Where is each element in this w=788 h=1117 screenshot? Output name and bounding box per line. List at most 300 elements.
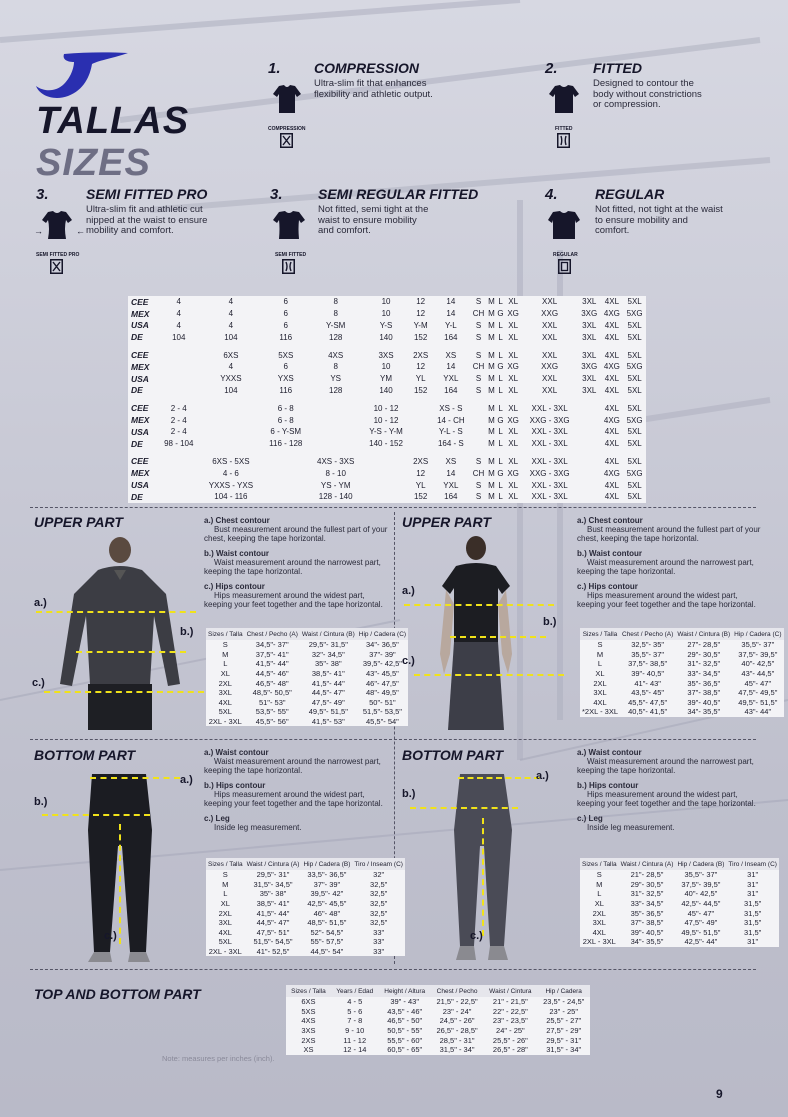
measure-cell: 43"- 44" (744, 707, 772, 717)
measure-cell: 32,5" (370, 889, 388, 899)
title-tallas: TALLAS (36, 100, 190, 142)
size-cell: 3XL (218, 688, 232, 698)
measure-cell: 32,5" (370, 908, 388, 918)
label-a: a.) (536, 770, 549, 782)
measure-cell: 31,5" (744, 927, 762, 937)
size-cell: 4 (176, 309, 181, 319)
size-cell: XXL (542, 332, 558, 342)
note-text: Waist measurement around the narrowest part, keeping the tape horizontal. (204, 757, 381, 775)
measure-cell: 33" (373, 937, 385, 947)
label-b: b.) (543, 616, 557, 628)
table-row (286, 1045, 590, 1055)
measure-cell: 42,5"- 44,5" (681, 899, 721, 909)
size-cell: 104 (224, 385, 238, 395)
standard-label: USA (131, 373, 149, 384)
fit-description: Not fitted, semi tight at the waist to ensure mobility and comfort. (318, 204, 429, 236)
conversion-row (128, 331, 646, 343)
size-cell: XL (508, 297, 519, 307)
size-cell: 2XL (593, 678, 607, 688)
size-cell: XS - S (439, 403, 463, 413)
fit-description: Ultra-slim fit and athletic cut nipped at the waist to ensure mobility and comfort. (86, 204, 208, 236)
fitted-symbol-icon (557, 133, 570, 148)
size-cell: XXL - 3XL (531, 492, 568, 502)
size-cell: S (475, 332, 482, 342)
size-cell: 4XS (328, 350, 344, 360)
size-cell: 4XL (604, 297, 620, 307)
column-header: Height / Altura (379, 985, 431, 997)
fit-description: Designed to contour the body without constrictions or compression. (593, 78, 702, 110)
table-header-row (286, 985, 590, 997)
measure-cell: 41,5"- 44" (255, 659, 289, 669)
measure-cell: 49,5"- 51,5" (738, 697, 778, 707)
size-cell: 12 (416, 309, 426, 319)
measure-cell: 50,5" - 55" (387, 1026, 423, 1036)
size-cell: 2XL (218, 908, 232, 918)
measure-cell: 39" - 43" (390, 997, 420, 1007)
measure-cell: 27,5" - 29" (546, 1026, 582, 1036)
measure-cell: 37,5"- 39,5" (738, 649, 778, 659)
size-cell: S (222, 870, 228, 880)
table-row (206, 880, 405, 890)
measure-cell: 46"- 48" (313, 908, 341, 918)
size-cell: 4 (228, 309, 234, 319)
size-cell (262, 491, 309, 503)
measure-cell: 43,5"- 45" (631, 688, 665, 698)
size-cell: 98 - 104 (164, 439, 194, 449)
size-cell: XXG (541, 362, 559, 372)
section-title-top-bottom: TOP AND BOTTOM PART (34, 986, 201, 1002)
size-cell: 4XG (603, 362, 620, 372)
size-cell: 14 (446, 297, 456, 307)
label-c: c.) (470, 930, 483, 942)
standard-label: USA (131, 320, 149, 331)
size-cell (309, 426, 362, 438)
size-cell: 5XG (626, 362, 643, 372)
size-cell: XL (220, 669, 230, 679)
size-cell: 4XL (604, 480, 620, 490)
size-cell: L (498, 439, 503, 449)
size-cell: Y-L (444, 320, 457, 330)
note-text: Inside leg measurement. (214, 823, 302, 832)
note-text: Hips measurement around the widest part, keeping your feet together and the tape horizontal. (577, 591, 756, 609)
note-text: Bust measurement around the fullest part of your chest, keeping the tape horizontal. (577, 525, 761, 543)
bottom-women-table (580, 858, 779, 947)
size-cell: 4XG (603, 415, 620, 425)
measure-cell: 39"- 40,5" (631, 669, 665, 679)
label-c: c.) (402, 655, 415, 667)
size-cell: M (488, 427, 495, 437)
fit-compression (268, 60, 468, 160)
size-cell: 104 (172, 332, 186, 342)
measure-cell: 47,5"- 49,5" (738, 688, 778, 698)
size-cell: 3XS (301, 1026, 316, 1036)
size-cell: 4XS - 3XS (317, 456, 355, 466)
table-row (206, 659, 408, 669)
measure-cell: 43,5" - 46" (387, 1006, 423, 1016)
conversion-row (128, 385, 646, 397)
measure-cell: 32,5" (370, 918, 388, 928)
size-cell: M (488, 480, 495, 490)
size-cell: 2 - 4 (170, 403, 187, 413)
table-row (580, 928, 779, 938)
table-row (580, 880, 779, 890)
table-row (580, 688, 784, 698)
table-row (206, 908, 405, 918)
size-cell: YS - YM (320, 480, 351, 490)
size-cell: 10 (381, 309, 391, 319)
size-cell (578, 491, 601, 503)
standard-label: DE (131, 385, 143, 396)
measure-cell: 42,5"- 44" (684, 937, 718, 947)
compression-symbol-icon (280, 133, 293, 148)
size-cell: XXL (542, 297, 558, 307)
label-a: a.) (180, 774, 193, 786)
fit-description: Not fitted, not tight at the waist to ensure mobility and comfort. (595, 204, 723, 236)
note-text: Hips measurement around the widest part, keeping your feet together and the tape horizontal. (204, 790, 383, 808)
table-row (580, 640, 784, 650)
standard-label: MEX (131, 415, 150, 426)
column-header: Chest / Pecho (A) (620, 628, 675, 640)
fit-label: SEMI FITTED PRO (36, 252, 80, 258)
measure-cell: 43"- 44,5" (741, 669, 775, 679)
conversion-row (128, 296, 646, 308)
size-cell: M (488, 350, 495, 360)
measure-cell: 31" (747, 870, 759, 880)
size-cell: 14 (446, 309, 456, 319)
size-cell: 6 - 8 (277, 403, 294, 413)
size-cell: 116 (279, 385, 293, 395)
size-cell: 2 - 4 (170, 415, 187, 425)
conversion-row (128, 479, 646, 491)
measure-cell: 48"- 49,5" (365, 688, 399, 698)
size-cell: 128 (329, 332, 343, 342)
measure-cell: 23,5" - 24,5" (543, 997, 585, 1007)
size-cell: 4 (228, 297, 234, 307)
table-header-row (580, 858, 779, 870)
table-row (206, 707, 408, 717)
size-cell: 6XS - 5XS (212, 456, 250, 466)
conversion-row (128, 373, 646, 385)
size-cell: 14 (446, 468, 456, 478)
hips-measure-line (414, 674, 564, 676)
size-cell: G (497, 362, 504, 372)
measure-cell: 23" - 25" (549, 1006, 579, 1016)
size-cell: 164 (444, 332, 458, 342)
size-cell: 5XL (627, 456, 642, 466)
size-cell: 2XL - 3XL (208, 717, 242, 727)
measure-cell: 43"- 45,5" (365, 669, 399, 679)
column-header: Hip / Cadera (B) (675, 858, 726, 870)
size-cell: Y-L - S (438, 427, 463, 437)
measure-cell: 45,5"- 47,5" (628, 697, 668, 707)
size-cell: 6 - Y-SM (270, 427, 302, 437)
size-cell: M (488, 362, 495, 372)
size-cell: YS (330, 374, 342, 384)
size-cell: 10 - 12 (373, 415, 399, 425)
measure-cell: 32" (373, 870, 385, 880)
fit-name: FITTED (593, 60, 642, 76)
measure-cell: 41,5"- 53" (311, 717, 345, 727)
measure-cell: 22" - 22,5" (492, 1006, 528, 1016)
size-cell: 140 (379, 332, 393, 342)
label-c: c.) (32, 677, 45, 689)
table-row (286, 1026, 590, 1036)
measure-cell: 40"- 42,5" (741, 659, 775, 669)
title-sizes: SIZES (36, 142, 151, 184)
measure-cell: 5 - 6 (347, 1006, 363, 1016)
measure-cell: 29"- 30,5" (630, 879, 664, 889)
size-cell: 4XL (218, 697, 232, 707)
size-cell: 4XL (604, 374, 620, 384)
size-cell: YXL (443, 374, 459, 384)
size-cell: 5XG (626, 309, 643, 319)
measure-cell: 32,5"- 35" (631, 640, 665, 650)
size-cell: 3XL (582, 385, 597, 395)
size-cell (200, 402, 263, 414)
size-cell: S (475, 385, 482, 395)
column-header: Tiro / Inseam (C) (726, 858, 779, 870)
measure-cell: 39"- 40,5" (687, 697, 721, 707)
conversion-row (128, 438, 646, 450)
size-cell: 8 - 10 (325, 468, 346, 478)
size-cell: 5XL (627, 297, 642, 307)
fit-label: REGULAR (553, 252, 578, 258)
top-bottom-table (286, 985, 590, 1055)
column-header: Hip / Cadera (C) (732, 628, 783, 640)
size-cell: 12 (416, 362, 426, 372)
table-row (580, 678, 784, 688)
size-cell: XS (445, 456, 457, 466)
upper-men-table (206, 628, 408, 726)
upper-women-notes (577, 516, 767, 615)
size-cell (470, 414, 486, 426)
size-cell (309, 438, 362, 450)
measure-cell: 32"- 34,5" (311, 649, 345, 659)
note-text: Hips measurement around the widest part, keeping your feet together and the tape horizontal. (577, 790, 756, 808)
size-cell: M (488, 374, 495, 384)
note-title: c.) Hips contour (577, 582, 638, 591)
size-cell: Y-S (379, 320, 393, 330)
measure-cell: 29,5"- 31,5" (308, 640, 348, 650)
size-cell: M (596, 879, 603, 889)
size-cell: 104 (224, 332, 238, 342)
upper-women-table (580, 628, 784, 717)
size-cell: S (222, 640, 228, 650)
size-cell (578, 467, 601, 479)
size-cell (362, 467, 410, 479)
measure-cell: 35"- 38" (259, 889, 287, 899)
column-header: Hip / Cadera (B) (301, 858, 352, 870)
page-number: 9 (716, 1087, 723, 1101)
measure-cell: 35"- 38" (315, 659, 342, 669)
size-cell (200, 426, 263, 438)
measure-cell: 21" - 21,5" (492, 997, 528, 1007)
size-cell: L (498, 350, 503, 360)
size-cell: 2XL (592, 908, 606, 918)
size-cell: XL (508, 385, 519, 395)
size-cell (578, 479, 601, 491)
leg-measure-line (119, 824, 121, 944)
fit-semi-fitted-pro (36, 186, 236, 286)
size-cell: 3XL (593, 688, 607, 698)
size-cell: Y-SM (326, 320, 346, 330)
size-cell: 2XL - 3XL (208, 947, 242, 957)
measure-cell: 53,5"- 55" (255, 707, 289, 717)
size-cell: 152 (413, 492, 428, 502)
waist-measure-line (450, 636, 546, 638)
table-row (206, 870, 405, 880)
size-cell: 4XS (301, 1016, 316, 1026)
measure-cell: 35,5"- 37" (631, 649, 665, 659)
size-cell (158, 491, 200, 503)
size-cell (578, 402, 601, 414)
measure-cell: 33"- 34,5" (687, 669, 721, 679)
column-header: Waist / Cintura (A) (619, 858, 676, 870)
size-cell: 4XL (593, 697, 607, 707)
fit-number: 4. (545, 186, 558, 203)
size-cell: XXL (542, 350, 558, 360)
measure-cell: 45,5"- 54" (365, 717, 399, 727)
size-cell: 4 (176, 320, 181, 330)
size-cell: 5XL (218, 937, 232, 947)
size-cell (309, 402, 362, 414)
conversion-row (128, 467, 646, 479)
column-header: Sizes / Talla (580, 628, 620, 640)
table-header-row (580, 628, 784, 640)
size-cell: 5XG (626, 415, 643, 425)
size-cell: 3XG (581, 309, 598, 319)
size-cell (470, 426, 486, 438)
size-cell (200, 414, 263, 426)
measure-cell: 27"- 28,5" (687, 640, 721, 650)
size-cell: 5XS (301, 1006, 316, 1016)
woman-upper-figure (426, 534, 526, 730)
measure-cell: 47,5"- 49" (684, 918, 718, 928)
size-cell (410, 414, 431, 426)
fit-description: Ultra-slim fit that enhances flexibility and athletic output. (314, 78, 433, 100)
measure-cell: 48,5"- 50,5" (252, 688, 292, 698)
size-cell: L (597, 659, 603, 669)
measure-cell: 37"- 38,5" (630, 918, 664, 928)
footnote: Note: measures per inches (inch). (162, 1054, 275, 1063)
size-cell: XL (594, 899, 604, 909)
size-cell: L (498, 492, 503, 502)
measure-cell: 37"- 39" (313, 879, 341, 889)
chest-measure-line (404, 604, 554, 606)
size-cell (362, 479, 410, 491)
size-cell: S (596, 870, 602, 880)
column-header: Sizes / Talla (206, 858, 245, 870)
column-header: Sizes / Talla (206, 628, 245, 640)
waist-measure-line (458, 777, 540, 779)
chest-measure-line (36, 611, 196, 613)
size-cell: S (475, 297, 482, 307)
measure-cell: 28,5" - 31" (439, 1035, 475, 1045)
size-cell: L (498, 403, 503, 413)
size-cell: 3XS (378, 350, 394, 360)
table-row (206, 889, 405, 899)
measure-cell: 40,5"- 41,5" (628, 707, 668, 717)
measure-cell: 29,5"- 31" (256, 870, 290, 880)
size-cell: 4XG (603, 468, 620, 478)
size-cell: 5XL (218, 707, 232, 717)
size-cell: 6 - 8 (277, 415, 294, 425)
size-cell: 152 (413, 332, 428, 342)
measure-cell: 21"- 28,5" (630, 870, 664, 880)
note-text: Waist measurement around the narrowest part, keeping the tape horizontal. (204, 558, 381, 576)
measure-cell: 29"- 30,5" (687, 649, 721, 659)
size-cell: 4 - 6 (222, 468, 239, 478)
measure-cell: 31" (747, 879, 759, 889)
size-cell: 4XL (604, 492, 620, 502)
note-title: c.) Hips contour (204, 582, 265, 591)
note-text: Waist measurement around the narrowest part, keeping the tape horizontal. (577, 558, 754, 576)
measure-cell: 38,5"- 41" (256, 899, 290, 909)
conversion-row (128, 402, 646, 414)
size-cell: XG (507, 362, 519, 372)
size-cell: XL (508, 332, 519, 342)
size-cell: 4XL (604, 456, 620, 466)
size-cell: XXG - 3XG (529, 468, 570, 478)
measure-cell: 40"- 42,5" (684, 889, 718, 899)
section-divider (30, 739, 756, 740)
standard-label: DE (131, 332, 143, 343)
measure-cell: 45"- 47" (744, 678, 772, 688)
measure-cell: 39"- 40,5" (630, 927, 664, 937)
size-cell (362, 456, 410, 468)
column-header: Waist / Cintura (483, 985, 537, 997)
size-cell: L (223, 659, 228, 669)
size-cell: L (597, 889, 602, 899)
section-title-bottom-women: BOTTOM PART (402, 747, 504, 763)
conversion-row (128, 308, 646, 320)
size-cell: 5XL (627, 385, 642, 395)
size-cell: 4XL (592, 927, 606, 937)
size-cell (262, 456, 309, 468)
size-cell: S (475, 492, 482, 502)
regular-shirt-icon (547, 210, 581, 240)
column-header: Chest / Pecho (431, 985, 484, 997)
size-cell: 6XS (301, 997, 316, 1007)
measure-cell: 34"- 35,5" (687, 707, 721, 717)
size-cell: S (475, 320, 482, 330)
brand-logo (34, 50, 128, 102)
size-cell: CH (472, 362, 485, 372)
standard-label: DE (131, 491, 143, 502)
fitted-shirt-icon (547, 84, 581, 114)
column-header: Waist / Cintura (B) (300, 628, 357, 640)
measure-cell: 24" - 25" (496, 1026, 525, 1036)
measure-cell: 44,5"- 47" (256, 918, 290, 928)
measure-cell: 31" (747, 889, 759, 899)
table-row (580, 889, 779, 899)
measure-cell: 23" - 23,5" (492, 1016, 528, 1026)
size-cell: L (498, 480, 503, 490)
table-row (206, 688, 408, 698)
size-cell: YXL (443, 480, 459, 490)
measure-cell: 34"- 35,5" (630, 937, 664, 947)
column-header: Waist / Cintura (A) (245, 858, 302, 870)
section-divider (30, 507, 756, 508)
size-cell (410, 426, 431, 438)
label-b: b.) (34, 796, 48, 808)
size-cell: L (498, 456, 503, 466)
conversion-row (128, 426, 646, 438)
table-row (580, 918, 779, 928)
fit-number: 3. (36, 186, 49, 203)
size-cell: XL (508, 403, 519, 413)
bottom-women-notes (577, 748, 767, 838)
